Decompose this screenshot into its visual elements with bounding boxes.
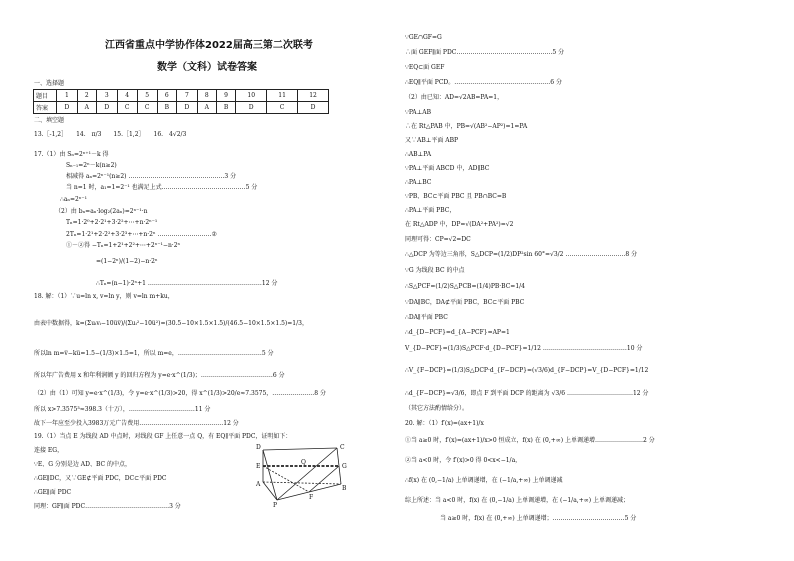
answer-line: ∴PA⊥BC <box>405 179 432 186</box>
answer-line: 2Tₙ=1·2¹+2·2²+3·2³+⋯+n·2ⁿ ………………………② <box>66 231 217 238</box>
answer-line: ∴f(x) 在 (0,−1/a) 上单调递增，在 (−1/a,+∞) 上单调递减 <box>405 477 563 484</box>
answer-line: ∴V_{F−DCP}=(1/3)S△DCP·d_{F−DCP}=(√3/6)d_{F−DCP}=V_{D−PCF}=1/12 <box>405 367 649 374</box>
answer-line: 当 a≥0 时，f(x) 在 (0,+∞) 上单调递增；………………………………5 分 <box>440 515 637 522</box>
answer-line: （2）由（1）可知 y=e·x^(1/3)，令 y=e·x^(1/3)>20，得 x^(1/3)>20/e≈7.3575，…………………8 分 <box>34 390 326 397</box>
vertex-label: Q <box>301 459 306 466</box>
answer-line: ∵PB、BC⊂平面 PBC 且 PB∩BC=B <box>405 193 507 200</box>
answer-cell: C <box>267 102 298 114</box>
answer-line: 18. 解：（1）∵u=ln x, v=ln y，则 v=ln m+ku， <box>34 293 174 300</box>
vertex-label: C <box>340 444 345 451</box>
vertex-label: A <box>256 481 261 488</box>
question-number-cell: 9 <box>216 90 235 102</box>
answer-cell: D <box>57 102 78 114</box>
right-column <box>400 0 794 561</box>
geometry-figure <box>255 440 350 508</box>
answer-line: ∴PA⊥平面 PBC， <box>405 207 456 214</box>
answer-line: 13.［-1,2］ 14. π/3 15.［1,2］ 16. 4√2/3 <box>34 131 187 138</box>
answer-line: 同理：GF∥面 PDC……………………………………3 分 <box>34 503 181 510</box>
vertex-label: G <box>342 463 347 470</box>
answer-cell: C <box>117 102 137 114</box>
answer-line: ∴GE∥DC，又∵GE⊄平面 PDC，DC⊂平面 PDC <box>34 475 167 482</box>
vertex-label: P <box>273 502 278 508</box>
section-choice-heading: 一、选择题 <box>34 80 65 87</box>
answer-line: 19.（1）当点 E 为线段 AD 中点时，对线段 GF 上任意一点 Q，有 EQ∥平面 PDC，证明如下： <box>34 433 292 440</box>
edge-DC <box>263 448 337 450</box>
table-row <box>34 90 329 102</box>
answer-cell: B <box>216 102 235 114</box>
answer-line: ∴△DCP 为等边三角形，S△DCP=(1/2)DP²sin 60°=√3/2 …………………………8 分 <box>405 251 638 258</box>
answer-line: 在 Rt△ADP 中，DP=√(DA²+PA²)=√2 <box>405 221 514 228</box>
answer-line: Sₙ₋₁=2ⁿ－k(n≥2) <box>66 162 117 169</box>
table-row <box>34 102 329 114</box>
answer-cell: D <box>236 102 267 114</box>
answer-cell: A <box>77 102 96 114</box>
answer-line: V_{D−PCF}=(1/3)S△PCF·d_{D−PCF}=1/12 ……………………………………10 分 <box>405 345 643 352</box>
answer-line: ∴Tₙ=(n−1)·2ⁿ+1 …………………………………………………12 分 <box>96 280 278 287</box>
answer-line: ∴AB⊥PA <box>405 151 432 158</box>
answer-line: ∴在 Rt△PAB 中，PB=√(AB²−AP²)=1=PA <box>405 123 528 130</box>
answer-line: ∴面 GEF∥面 PDC…………………………………………5 分 <box>405 49 565 56</box>
answer-line: ∵PA⊥平面 ABCD 中，AD∥BC <box>405 165 490 172</box>
answer-line: ∴d_{F−DCP}=√3/6，即点 F 到平面 DCP 的距离为 √3/6 ……………………………12 分 <box>405 390 649 397</box>
answer-line: 由表中数据得，k=(Σuᵢvᵢ−10u̅v̅)/(Σuᵢ²−10u̅²)=(30.5−10×1.5×1.5)/(46.5−10×1.5×1.5)=1/3， <box>34 320 308 327</box>
answer-line: ∵PA⊥AB <box>405 109 432 116</box>
section-fill-heading: 二、填空题 <box>34 117 65 124</box>
answer-line: 又∵AB⊥平面 ABP <box>405 137 459 144</box>
page-title: 江西省重点中学协作体2022届高三第二次联考 <box>105 40 313 51</box>
answer-line: 当 n=1 时，a₁=1=2⁻¹ 也满足上式……………………………………5 分 <box>66 184 258 191</box>
question-number-cell: 1 <box>57 90 78 102</box>
question-number-cell: 8 <box>197 90 216 102</box>
answer-cell: D <box>177 102 198 114</box>
question-number-cell: 5 <box>137 90 157 102</box>
question-number-cell: 6 <box>157 90 176 102</box>
answer-line: （2）由已知：AD=√2AB=PA=1， <box>405 94 504 101</box>
answer-line: ∵GE∩GF=G <box>405 34 442 41</box>
vertex-label: B <box>342 485 347 492</box>
edge-AB <box>263 482 341 484</box>
question-number-cell: 12 <box>298 90 329 102</box>
edge-PD <box>263 450 277 500</box>
answer-table <box>33 89 329 114</box>
answer-line: 20. 解：（1）f′(x)=(ax+1)/x <box>405 420 484 427</box>
answer-line: ②当 a<0 时，令 f′(x)>0 得 0<x<−1/a， <box>405 457 522 464</box>
answer-line: ∵G 为线段 BC 的中点 <box>405 267 465 274</box>
answer-line: Tₙ=1·2⁰+2·2¹+3·2²+⋯+n·2ⁿ⁻¹ <box>66 219 158 226</box>
question-number-cell: 3 <box>96 90 117 102</box>
answer-line: ∵E、G 分别是边 AD、BC 的中点， <box>34 461 131 468</box>
answer-line: ∴aₙ=2ⁿ⁻¹ <box>60 196 88 203</box>
answer-line: ①当 a≥0 时，f′(x)=(ax+1)/x>0 恒成立，f(x) 在 (0,+∞) 上单调递增……………………2 分 <box>405 437 655 444</box>
answer-line: 所以 x>7.3575³≈398.3（十万），……………………………11 分 <box>34 406 211 413</box>
vertex-label: E <box>256 463 261 470</box>
answer-line: 连接 EG， <box>34 447 64 454</box>
page-subtitle: 数学（文科）试卷答案 <box>157 62 257 73</box>
answer-line: 17.（1）由 Sₙ=2ⁿ⁺¹－k 得 <box>34 151 109 158</box>
answer-line: ∴EQ∥平面 PCD。…………………………………………6 分 <box>405 79 562 86</box>
answer-line: ∵DA∥BC，DA⊄平面 PBC，BC⊂平面 PBC <box>405 299 525 306</box>
question-number-cell: 11 <box>267 90 298 102</box>
table-header-cell: 答案 <box>34 102 57 114</box>
answer-cell: D <box>298 102 329 114</box>
answer-cell: C <box>137 102 157 114</box>
question-number-cell: 10 <box>236 90 267 102</box>
answer-line: 综上所述：当 a<0 时，f(x) 在 (0,−1/a) 上单调递增，在 (−1/a,+∞) 上单调递减； <box>405 497 629 504</box>
answer-line: （其它方法酌情给分）。 <box>405 405 469 412</box>
answer-line: ∴d_{D−PCF}=d_{A−PCF}=AP=1 <box>405 329 510 336</box>
answer-line: ∴DA∥平面 PBC <box>405 314 448 321</box>
question-number-cell: 7 <box>177 90 198 102</box>
answer-line: 相减得 aₙ=2ⁿ⁻¹(n≥2) …………………………………………3 分 <box>66 173 237 180</box>
question-number-cell: 4 <box>117 90 137 102</box>
answer-cell: A <box>197 102 216 114</box>
answer-line: 同理可得：CP=√2=DC <box>405 236 471 243</box>
question-number-cell: 2 <box>77 90 96 102</box>
answer-line: 故下一年应至少投入3983万元广告费用……………………………………12 分 <box>34 420 239 427</box>
vertex-label: F <box>309 494 314 501</box>
answer-line: =(1−2ⁿ)/(1−2)−n·2ⁿ <box>96 258 158 265</box>
answer-line: ①－②得 −Tₙ=1+2¹+2²+⋯+2ⁿ⁻¹−n·2ⁿ <box>66 242 181 249</box>
vertex-label: D <box>256 444 261 451</box>
edge-PA <box>263 482 277 500</box>
answer-line: ∵EQ⊂面 GEF <box>405 64 445 71</box>
answer-line: ∴GE∥面 PDC <box>34 489 72 496</box>
answer-cell: D <box>96 102 117 114</box>
answer-line: ∴S△PCF=(1/2)S△PCB=(1/4)PB·BC=1/4 <box>405 283 525 290</box>
answer-line: （2）由 bₙ=aₙ·log₂(2aₙ)=2ⁿ⁻¹·n <box>55 208 148 215</box>
answer-cell: B <box>157 102 176 114</box>
answer-line: 所以年广告费用 x 和年利润额 y 的回归方程为 y=e·x^(1/3)；………………………………6 分 <box>34 372 285 379</box>
answer-line: 所以ln m=v̅−ku̅=1.5−(1/3)×1.5=1，所以 m=e，……………………………………5 分 <box>34 350 274 357</box>
segment-EF <box>263 466 309 492</box>
table-header-cell: 题目 <box>34 90 57 102</box>
